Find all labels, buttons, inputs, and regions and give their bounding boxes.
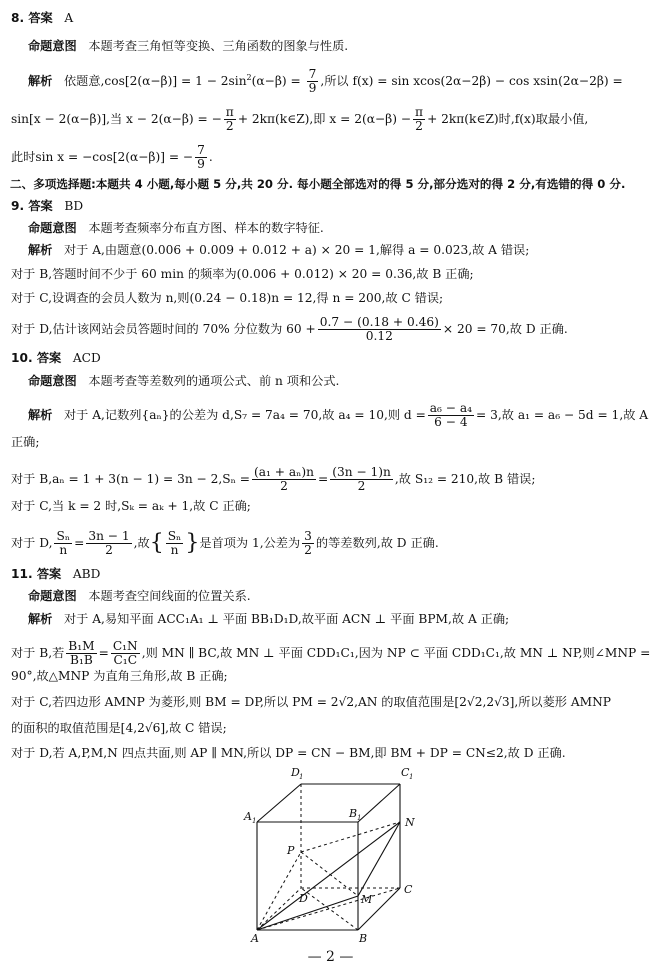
q10-line2: 正确; <box>11 435 40 449</box>
q10-l5-c: 是首项为 1,公差为 <box>199 536 301 550</box>
q9-line1 <box>28 242 529 258</box>
label-c1: C <box>401 766 410 779</box>
q9-line2: 对于 B,答题时间不少于 60 min 的频率为(0.006 + 0.012) × 20 = 0.36,故 B 正确; <box>11 267 474 281</box>
edge-a-d <box>257 888 301 930</box>
q8-l3-a: 此时sin x = −cos[2(α−β)] = − <box>11 150 194 164</box>
svg-text:1: 1 <box>357 814 362 822</box>
q10-line3: 对于 B,aₙ = 1 + 3(n − 1) = 3n − 2,Sₙ = $\frac{\text{(a₁ + aₙ)n}}{2}$ = $\frac{(3n - 1)n}{2}$ ,故 S₁₂ = 210,故 B 错误; <box>11 465 536 493</box>
q11-l2-b: ,则 MN ∥ BC,故 MN ⊥ 平面 CDD₁C₁,因为 NP ⊂ 平面 CDD₁C₁,故 MN ⊥ NP,则∠MNP = <box>141 646 651 660</box>
q8-l1-c: ,所以 f(x) = sin xcos(2α−2β) − cos xsin(2α−2β) = <box>320 74 623 88</box>
q9-answer: BD <box>64 199 84 213</box>
label-b1: B <box>349 807 358 820</box>
q10-line1 <box>28 402 648 429</box>
q11-intent-label: 命题意图 <box>28 589 77 603</box>
q9-intent-line <box>28 220 324 236</box>
fraction-c1n: $\frac{\text{C₁N}}{\text{C₁C}}$ <box>112 639 138 667</box>
label-d: D <box>299 892 308 905</box>
q8-intent: 本题考查三角恒等变换、三角函数的图象与性质. <box>88 39 349 53</box>
fraction-3n-1: $\frac{3n - 1}{2}$ <box>88 529 130 557</box>
fraction-sn-n-seq: $\frac{\text{Sₙ}}{n}$ <box>167 529 182 557</box>
q11-l2-a: 对于 B,若 <box>11 646 65 660</box>
q8-l2-c: + 2kπ(k∈Z)时,f(x)取最小值, <box>427 112 589 126</box>
label-d1: D <box>291 766 300 779</box>
label-p: P <box>287 844 295 857</box>
q10-l5-b: ,故 <box>133 536 150 550</box>
q10-l5-a: 对于 D, <box>11 536 53 550</box>
label-c: C <box>404 883 413 896</box>
q11-line4: 对于 C,若四边形 AMNP 为菱形,则 BM = DP,所以 PM = 2√2,AN 的取值范围是[2√2,2√3],所以菱形 AMNP <box>11 695 611 709</box>
label-m: M <box>361 893 373 906</box>
q11-answer: ABD <box>72 567 101 581</box>
fraction-common-diff: $\frac{\text{a₆ − a₄}}{6 - 4}$ <box>429 401 473 429</box>
label-a: A <box>251 932 259 945</box>
fraction-pi-2: $\frac{\pi}{2}$ <box>225 105 234 133</box>
q11-answer-head: 11. 答案 <box>11 567 62 581</box>
q8-answer-head: 8. 答案 <box>11 11 53 25</box>
line-a-p <box>257 852 301 930</box>
svg-text:1: 1 <box>299 773 304 781</box>
q8-answer: A <box>64 11 74 25</box>
q10-intent-label: 命题意图 <box>28 374 77 388</box>
line-b-d <box>301 888 358 930</box>
q10-line4: 对于 C,当 k = 2 时,Sₖ = aₖ + 1,故 C 正确; <box>11 499 251 513</box>
fraction-3-2: $\frac{3}{2}$ <box>304 529 312 557</box>
q8-jiexi-line2 <box>11 106 588 133</box>
q11-line5: 的面积的取值范围是[4,2√6],故 C 错误; <box>11 721 227 735</box>
q11-intent: 本题考查空间线面的位置关系. <box>88 589 251 603</box>
q10-intent-line <box>28 373 339 389</box>
q8-l2-b: + 2kπ(k∈Z),即 x = 2(α−β) − <box>237 112 412 126</box>
q11-intent-line <box>28 588 251 604</box>
q9-answer-line <box>11 198 83 214</box>
section-2-heading: 二、多项选择题:本题共 4 小题,每小题 5 分,共 20 分. 每小题全部选对的得 5 分,部分选对的得 2 分,有选错的得 0 分. <box>10 177 626 191</box>
q8-jiexi-line3 <box>11 144 213 171</box>
q11-line1 <box>28 611 509 627</box>
svg-text:1: 1 <box>252 817 257 825</box>
q10-l5-d: 的等差数列,故 D 正确. <box>315 536 439 550</box>
q8-l1-a: 依题意,cos[2(α−β)] = 1 − 2sin <box>64 74 247 88</box>
svg-text:1: 1 <box>409 773 414 781</box>
q9-answer-head: 9. 答案 <box>11 199 53 213</box>
q11-line3: 90°,故△MNP 为直角三角形,故 B 正确; <box>11 669 228 683</box>
label-n: N <box>405 816 415 829</box>
fraction-b1m: $\frac{\text{B₁M}}{\text{B₁B}}$ <box>68 639 95 667</box>
fraction-pi-2b: $\frac{\pi}{2}$ <box>415 105 424 133</box>
fraction-7-9: $\frac{7}{9}$ <box>308 67 317 95</box>
q11-line2: 对于 B,若 $\frac{\text{B₁M}}{\text{B₁B}}$ = $\frac{\text{C₁N}}{\text{C₁C}}$ ,则 MN ∥ BC,故 MN ⊥ 平面 CDD₁C₁,因为 NP ⊂ 平面 CDD₁C₁,故 MN ⊥ NP,则∠MNP = <box>11 639 651 667</box>
q9-l4-a: 对于 D,估计该网站会员答题时间的 70% 分位数为 60 + <box>11 322 316 336</box>
q8-l1-b: (α−β) = <box>251 74 301 88</box>
edge-b1-c1 <box>358 784 400 822</box>
q10-answer-head: 10. 答案 <box>11 351 62 365</box>
q9-intent-label: 命题意图 <box>28 221 77 235</box>
q11-jiexi-label: 解析 <box>28 612 53 626</box>
cube-figure <box>235 760 425 945</box>
q10-answer: ACD <box>72 351 101 365</box>
q11-l1: 对于 A,易知平面 ACC₁A₁ ⊥ 平面 BB₁D₁D,故平面 ACN ⊥ 平面 BPM,故 A 正确; <box>64 612 510 626</box>
q10-l3-b: ,故 S₁₂ = 210,故 B 错误; <box>394 472 536 486</box>
edge-a1-d1 <box>257 784 301 822</box>
label-b: B <box>359 932 368 945</box>
fraction-sn-2: $\frac{(3n - 1)n}{2}$ <box>332 465 391 493</box>
q10-jiexi-label: 解析 <box>28 408 53 422</box>
q8-jiexi-line1: 解析 依题意$,\cos[2(\alpha-\beta)] = 1 - 2\sin^2(\alpha-\beta)$ = $\frac{7}{9}$ ,所以 f(x) = sin xcos(2α−2β) − cos xsin(2α−2β) = <box>28 67 623 95</box>
q8-l2-a: sin[x − 2(α−β)],当 x − 2(α−β) = − <box>11 112 222 126</box>
fraction-7-9b: $\frac{7}{9}$ <box>197 143 205 171</box>
label-a1: A <box>244 810 252 823</box>
line-a-n <box>257 822 400 930</box>
q9-line3: 对于 C,设调查的会员人数为 n,则(0.24 − 0.18)n = 12,得 n = 200,故 C 错误; <box>11 291 444 305</box>
q8-intent-label: 命题意图 <box>28 39 77 53</box>
fraction-sn-1: $\frac{\text{(a₁ + aₙ)n}}{2}$ <box>253 465 314 493</box>
page-number: — 2 — <box>307 949 354 965</box>
q11-line6: 对于 D,若 A,P,M,N 四点共面,则 AP ∥ MN,所以 DP = CN − BM,即 BM + DP = CN≤2,故 D 正确. <box>11 746 566 760</box>
q8-jiexi-label: 解析 <box>28 74 53 88</box>
q10-answer-line <box>11 350 101 366</box>
q9-jiexi-label: 解析 <box>28 243 53 257</box>
q11-answer-line <box>11 566 100 582</box>
q10-l1-a: 对于 A,记数列{aₙ}的公差为 d,S₇ = 7a₄ = 70,故 a₄ = 10,则 d = <box>64 408 426 422</box>
fraction-sn-n: $\frac{\text{Sₙ}}{n}$ <box>56 529 71 557</box>
q10-line5: 对于 D, $\frac{\text{Sₙ}}{n}$ = $\frac{3n - 1}{2}$ ,故{ $\frac{\text{Sₙ}}{n}$ }是首项为 1,公差为 $\frac{3}{2}$ 的等差数列,故 D 正确. <box>11 529 439 557</box>
fraction-d-percentile: $\frac{0.7 - (0.18 + 0.46)}{0.12}$ <box>319 315 439 343</box>
q8-l3-b: . <box>208 150 213 164</box>
q10-l1-b: = 3,故 a₁ = a₆ − 5d = 1,故 A <box>476 408 649 422</box>
q9-l4-b: × 20 = 70,故 D 正确. <box>442 322 568 336</box>
q10-l3-a: 对于 B,aₙ = 1 + 3(n − 1) = 3n − 2,Sₙ = <box>11 472 250 486</box>
q8-answer-line <box>11 10 73 26</box>
line-p-m <box>301 852 358 896</box>
q10-intent: 本题考查等差数列的通项公式、前 n 项和公式. <box>88 374 340 388</box>
q9-l1: 对于 A,由题意(0.006 + 0.009 + 0.012 + a) × 20 = 1,解得 a = 0.023,故 A 错误; <box>64 243 530 257</box>
q9-line4 <box>11 316 568 343</box>
q8-intent-line <box>28 38 348 54</box>
q9-intent: 本题考查频率分布直方图、样本的数字特征. <box>88 221 324 235</box>
